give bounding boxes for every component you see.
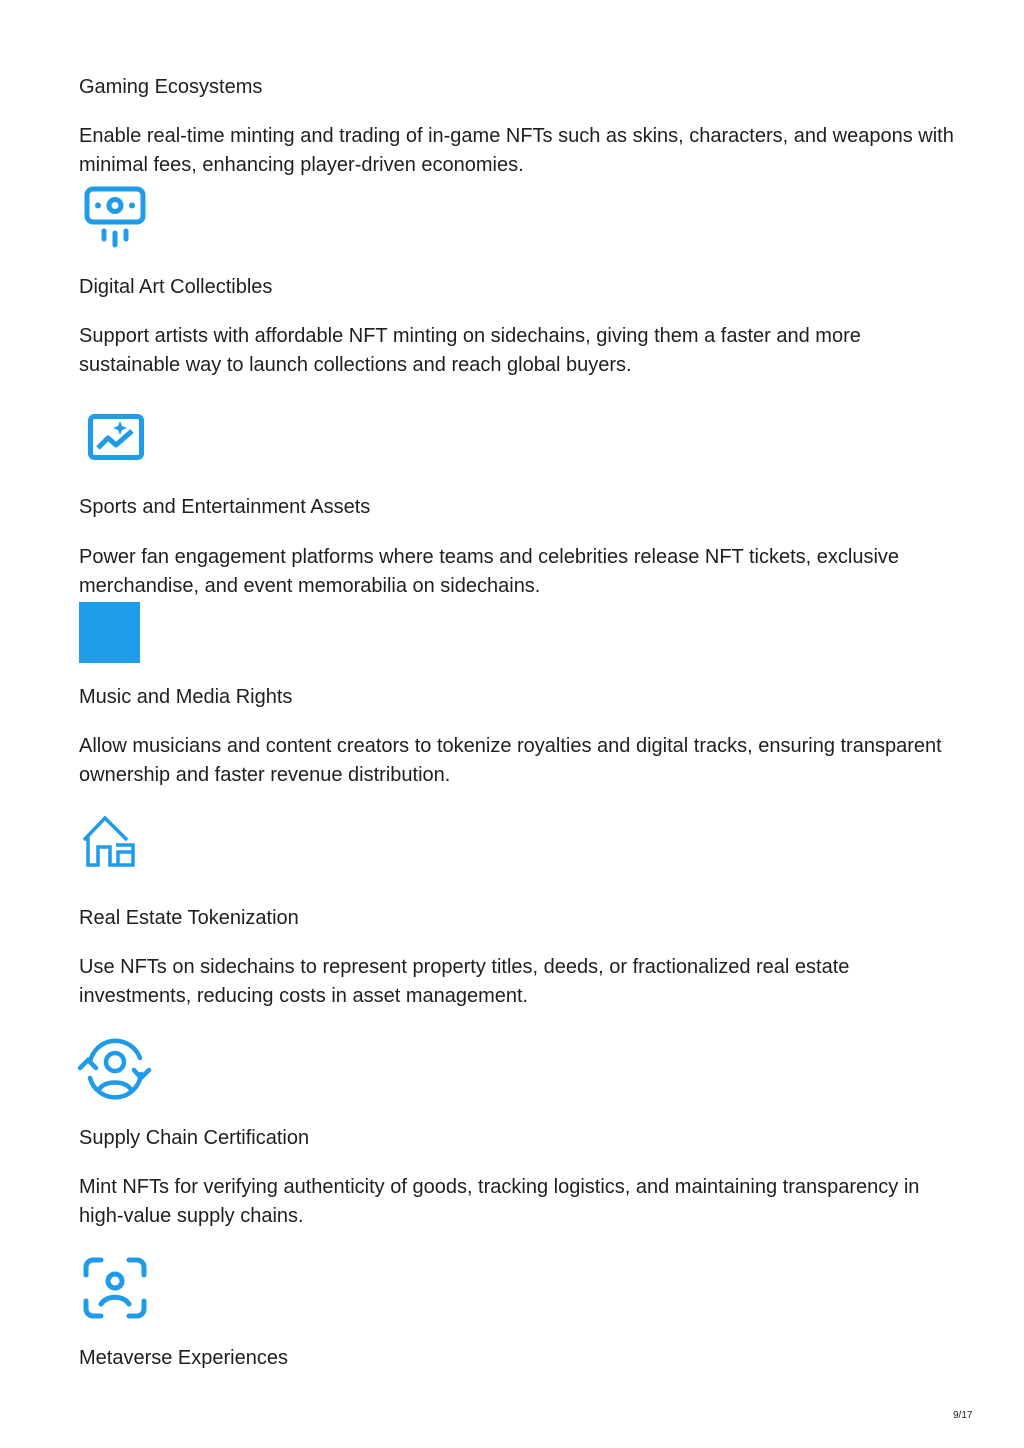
- face-scan-icon: [83, 1257, 147, 1321]
- money-icon: [84, 186, 146, 248]
- image-chart-icon: [88, 414, 144, 460]
- section-text: Use NFTs on sidechains to represent property titles, deeds, or fractionalized real estate investments, reducing costs in asset management.: [79, 956, 850, 1007]
- section-text: Enable real-time minting and trading of in-game NFTs such as skins, characters, and weapons with minimal fees, enhancing player-driven economies.: [79, 125, 954, 176]
- section-title: Gaming Ecosystems: [79, 76, 263, 98]
- section-text: Support artists with affordable NFT minting on sidechains, giving them a faster and more sustainable way to launch collections and reach global buyers.: [79, 325, 861, 376]
- section-title: Metaverse Experiences: [79, 1347, 288, 1369]
- house-icon: [82, 816, 136, 868]
- user-sync-icon: [78, 1038, 152, 1100]
- section-text: Mint NFTs for verifying authenticity of goods, tracking logistics, and maintaining transparency in high-value supply chains.: [79, 1176, 920, 1227]
- section-title: Real Estate Tokenization: [79, 907, 299, 929]
- page-number: 9/17: [953, 1410, 973, 1421]
- image-placeholder: [79, 602, 140, 663]
- section-title: Digital Art Collectibles: [79, 276, 273, 298]
- section-text: Power fan engagement platforms where teams and celebrities release NFT tickets, exclusive merchandise, and event memorabilia on sidechains.: [79, 546, 900, 597]
- section-text: Allow musicians and content creators to tokenize royalties and digital tracks, ensuring transparent ownership and faster revenue distribution.: [79, 735, 942, 786]
- section-title: Sports and Entertainment Assets: [79, 496, 371, 518]
- section-title: Music and Media Rights: [79, 686, 293, 708]
- section-title: Supply Chain Certification: [79, 1127, 310, 1149]
